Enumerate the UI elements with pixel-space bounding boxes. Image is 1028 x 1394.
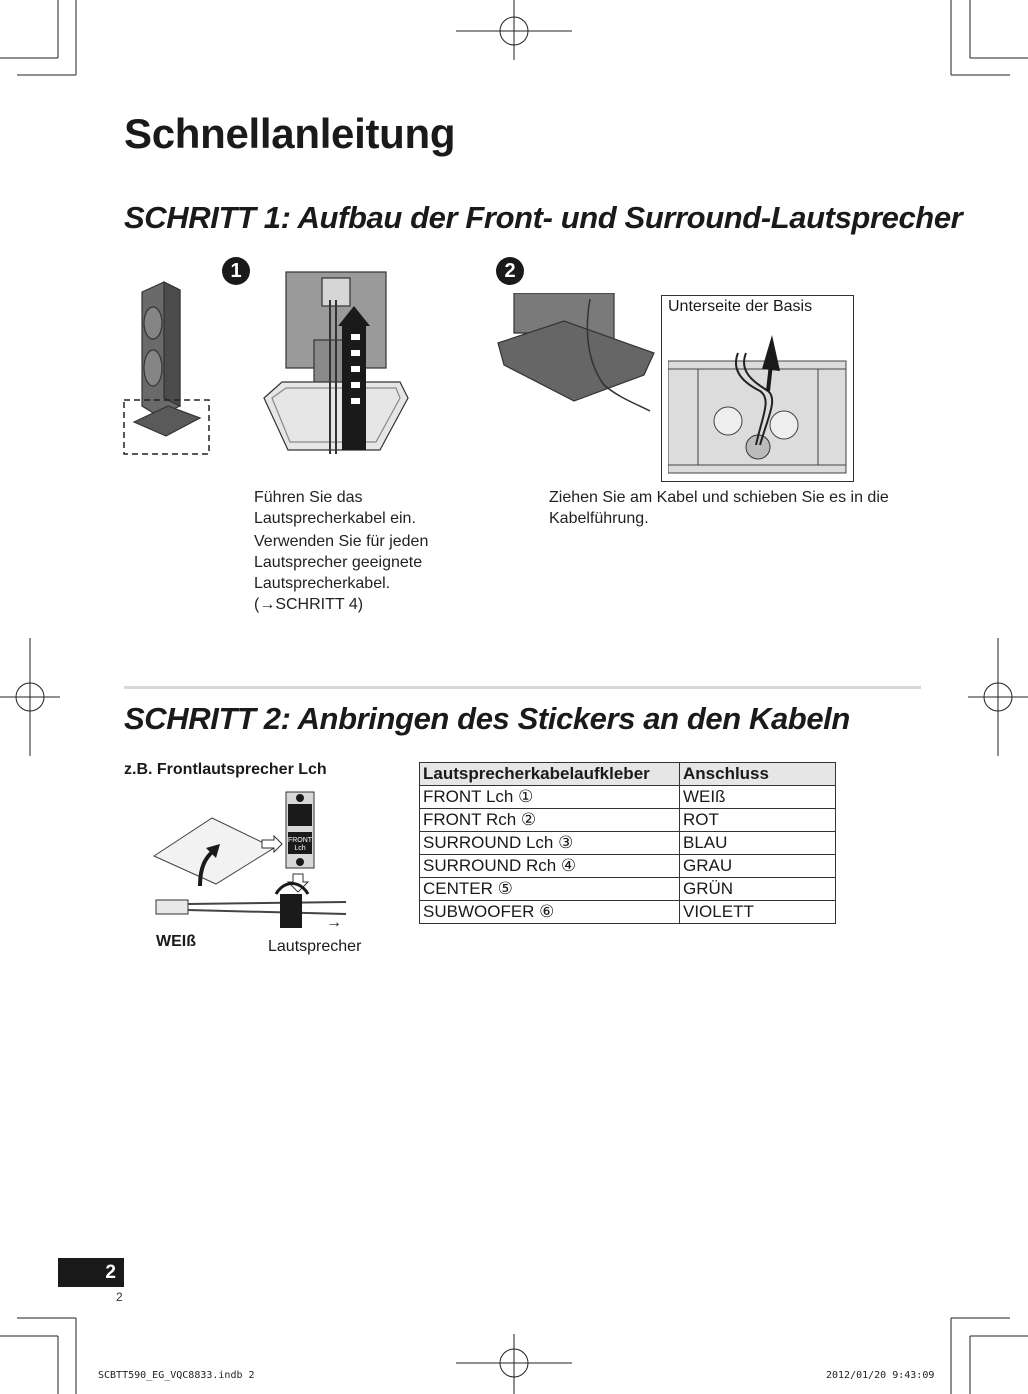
step1-heading: SCHRITT 1: Aufbau der Front- und Surround-Lautsprecher <box>124 200 963 235</box>
sticker-connection-table <box>419 762 836 924</box>
sticker-illustration <box>150 786 360 934</box>
table-cell: BLAU <box>680 832 836 855</box>
footer-file: SCBTT590_EG_VQC8833.indb 2 <box>98 1370 255 1381</box>
cable-insert-illustration <box>258 270 418 460</box>
table-cell: FRONT Rch ② <box>420 809 680 832</box>
speaker-base-illustration <box>494 293 662 413</box>
page-number-small: 2 <box>116 1290 123 1304</box>
section-divider <box>124 686 921 689</box>
table-cell: SURROUND Lch ③ <box>420 832 680 855</box>
step1-caption-1 <box>254 487 454 617</box>
table-row <box>420 809 836 832</box>
page-number-tab: 2 <box>58 1258 124 1287</box>
table-header-sticker: Lautsprecherkabelaufkleber <box>420 763 680 786</box>
caption-text: Führen Sie das Lautsprecherkabel ein. <box>254 489 416 527</box>
table-cell: SURROUND Rch ④ <box>420 855 680 878</box>
table-row <box>420 832 836 855</box>
step-marker-1: 1 <box>222 257 250 285</box>
example-label: z.B. Frontlautsprecher Lch <box>124 761 327 778</box>
table-row <box>420 786 836 809</box>
table-row <box>420 878 836 901</box>
caption-text: Verwenden Sie für jeden Lautsprecher geeignete Lautsprecherkabel. (→SCHRITT 4) <box>254 533 429 613</box>
label-arrow: → <box>326 914 342 931</box>
page-title: Schnellanleitung <box>124 110 456 157</box>
step-marker-2: 2 <box>496 257 524 285</box>
label-weiss: WEIß <box>156 933 196 950</box>
table-cell: CENTER ⑤ <box>420 878 680 901</box>
sticker-lch-text: Lch <box>294 845 306 852</box>
table-cell: GRÜN <box>680 878 836 901</box>
table-cell: VIOLETT <box>680 901 836 924</box>
step1-caption-2: Ziehen Sie am Kabel und schieben Sie es in die Kabelführung. <box>549 489 889 527</box>
table-row <box>420 855 836 878</box>
table-cell: GRAU <box>680 855 836 878</box>
table-cell: SUBWOOFER ⑥ <box>420 901 680 924</box>
base-underside-illustration <box>668 325 848 477</box>
step2-heading: SCHRITT 2: Anbringen des Stickers an den Kabeln <box>124 701 850 736</box>
footer-datetime: 2012/01/20 9:43:09 <box>826 1370 935 1381</box>
table-header-connection: Anschluss <box>680 763 836 786</box>
sticker-front-text: FRONT <box>287 837 313 844</box>
label-speaker: Lautsprecher <box>268 938 362 955</box>
table-header-row <box>420 763 836 786</box>
table-row <box>420 901 836 924</box>
table-cell: WEIß <box>680 786 836 809</box>
speaker-tower-illustration <box>120 278 220 460</box>
table-cell: ROT <box>680 809 836 832</box>
table-cell: FRONT Lch ① <box>420 786 680 809</box>
callout-label: Unterseite der Basis <box>668 298 813 315</box>
